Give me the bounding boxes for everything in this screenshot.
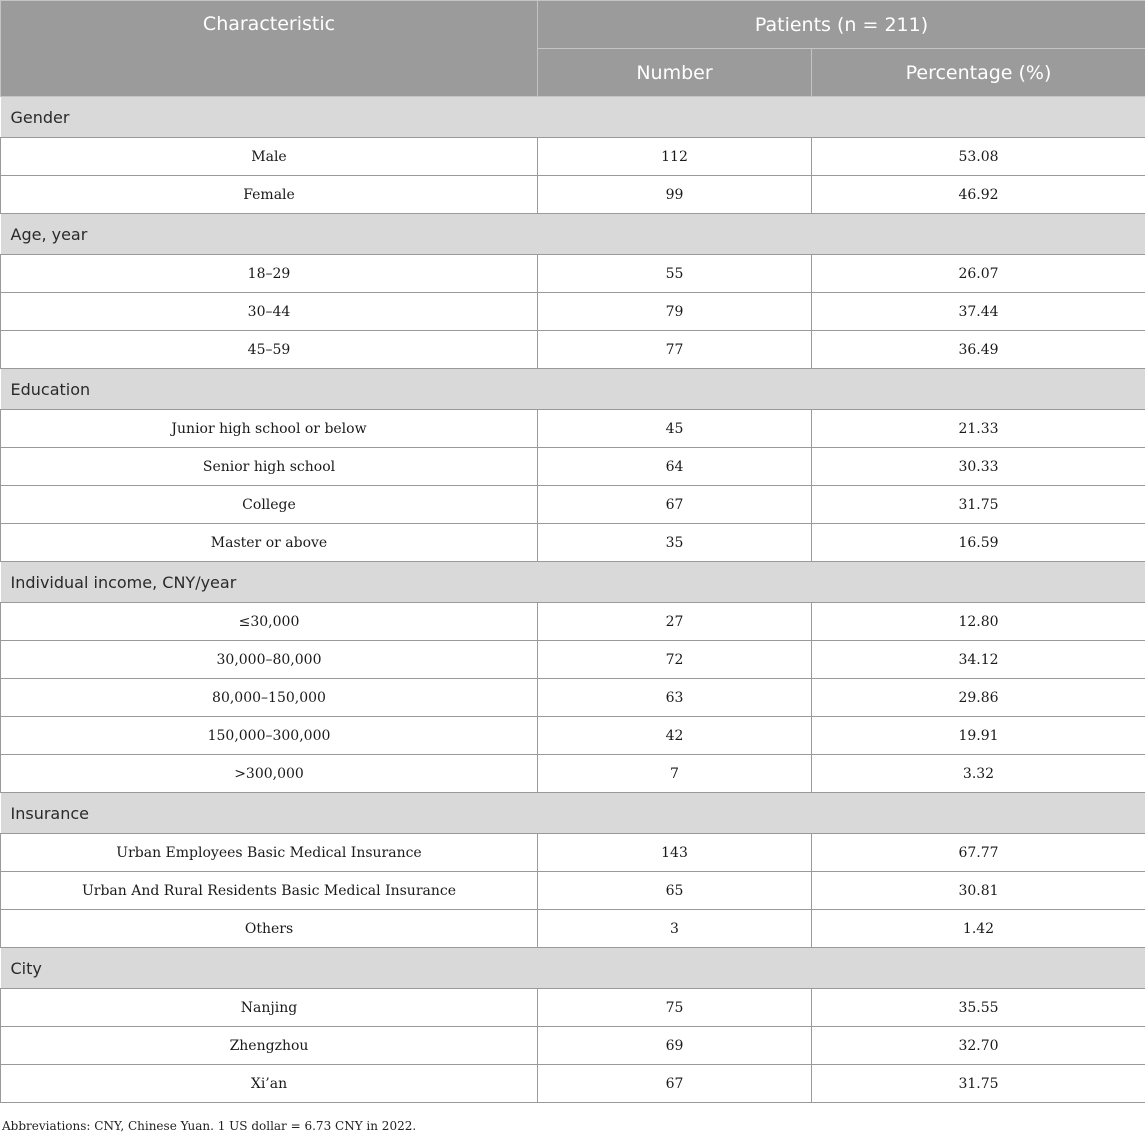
row-number: 75 [538, 989, 812, 1027]
row-number: 99 [538, 176, 812, 214]
row-label: Junior high school or below [1, 410, 538, 448]
table-row [1, 910, 1145, 948]
row-label: Others [1, 910, 538, 948]
section-title: Insurance [1, 793, 1145, 834]
row-number: 64 [538, 448, 812, 486]
row-percentage: 67.77 [812, 834, 1145, 872]
row-percentage: 46.92 [812, 176, 1145, 214]
row-percentage: 32.70 [812, 1027, 1145, 1065]
row-number: 77 [538, 331, 812, 369]
section-row [1, 562, 1145, 603]
table-row [1, 255, 1145, 293]
table-row [1, 717, 1145, 755]
row-label: Nanjing [1, 989, 538, 1027]
row-number: 45 [538, 410, 812, 448]
row-percentage: 37.44 [812, 293, 1145, 331]
row-percentage: 36.49 [812, 331, 1145, 369]
row-label: Senior high school [1, 448, 538, 486]
row-number: 42 [538, 717, 812, 755]
section-title: Age, year [1, 214, 1145, 255]
section-title: Gender [1, 97, 1145, 138]
table-row [1, 486, 1145, 524]
row-percentage: 21.33 [812, 410, 1145, 448]
table-row [1, 1027, 1145, 1065]
table-row [1, 989, 1145, 1027]
table-row [1, 448, 1145, 486]
section-title: Education [1, 369, 1145, 410]
table-body [1, 97, 1145, 1103]
row-label: 30,000–80,000 [1, 641, 538, 679]
header-characteristic: Characteristic [1, 1, 538, 97]
row-label: 80,000–150,000 [1, 679, 538, 717]
row-label: 150,000–300,000 [1, 717, 538, 755]
row-number: 112 [538, 138, 812, 176]
section-row [1, 97, 1145, 138]
row-number: 67 [538, 486, 812, 524]
row-percentage: 1.42 [812, 910, 1145, 948]
row-percentage: 34.12 [812, 641, 1145, 679]
table-row [1, 1065, 1145, 1103]
row-label: ≤30,000 [1, 603, 538, 641]
table-row [1, 138, 1145, 176]
row-label: 45–59 [1, 331, 538, 369]
row-number: 63 [538, 679, 812, 717]
row-label: College [1, 486, 538, 524]
row-number: 69 [538, 1027, 812, 1065]
row-number: 79 [538, 293, 812, 331]
section-row [1, 948, 1145, 989]
table-row [1, 679, 1145, 717]
row-label: Urban And Rural Residents Basic Medical Insurance [1, 872, 538, 910]
section-title: Individual income, CNY/year [1, 562, 1145, 603]
row-label: 30–44 [1, 293, 538, 331]
row-number: 143 [538, 834, 812, 872]
row-number: 35 [538, 524, 812, 562]
row-label: Zhengzhou [1, 1027, 538, 1065]
row-percentage: 26.07 [812, 255, 1145, 293]
row-label: Urban Employees Basic Medical Insurance [1, 834, 538, 872]
section-row [1, 793, 1145, 834]
table-row [1, 410, 1145, 448]
row-label: Female [1, 176, 538, 214]
header-percentage: Percentage (%) [812, 49, 1145, 97]
row-number: 3 [538, 910, 812, 948]
header-number: Number [538, 49, 812, 97]
section-row [1, 369, 1145, 410]
table-row [1, 641, 1145, 679]
row-label: Master or above [1, 524, 538, 562]
table-row [1, 834, 1145, 872]
table-row [1, 331, 1145, 369]
row-label: 18–29 [1, 255, 538, 293]
section-row [1, 214, 1145, 255]
row-percentage: 35.55 [812, 989, 1145, 1027]
row-percentage: 30.33 [812, 448, 1145, 486]
table-row [1, 176, 1145, 214]
row-percentage: 31.75 [812, 486, 1145, 524]
table-row [1, 603, 1145, 641]
row-label: Xi’an [1, 1065, 538, 1103]
row-percentage: 31.75 [812, 1065, 1145, 1103]
table-row [1, 755, 1145, 793]
row-percentage: 12.80 [812, 603, 1145, 641]
row-percentage: 53.08 [812, 138, 1145, 176]
header-patients: Patients (n = 211) [538, 1, 1145, 49]
row-number: 72 [538, 641, 812, 679]
row-number: 65 [538, 872, 812, 910]
row-percentage: 3.32 [812, 755, 1145, 793]
footnote: Abbreviations: CNY, Chinese Yuan. 1 US dollar = 6.73 CNY in 2022. [2, 1119, 417, 1133]
table-row [1, 524, 1145, 562]
row-number: 27 [538, 603, 812, 641]
row-percentage: 29.86 [812, 679, 1145, 717]
row-number: 55 [538, 255, 812, 293]
row-number: 7 [538, 755, 812, 793]
section-title: City [1, 948, 1145, 989]
row-percentage: 30.81 [812, 872, 1145, 910]
table-row [1, 872, 1145, 910]
row-percentage: 19.91 [812, 717, 1145, 755]
row-number: 67 [538, 1065, 812, 1103]
row-label: Male [1, 138, 538, 176]
table-row [1, 293, 1145, 331]
row-label: >300,000 [1, 755, 538, 793]
table-header [1, 1, 1145, 97]
row-percentage: 16.59 [812, 524, 1145, 562]
